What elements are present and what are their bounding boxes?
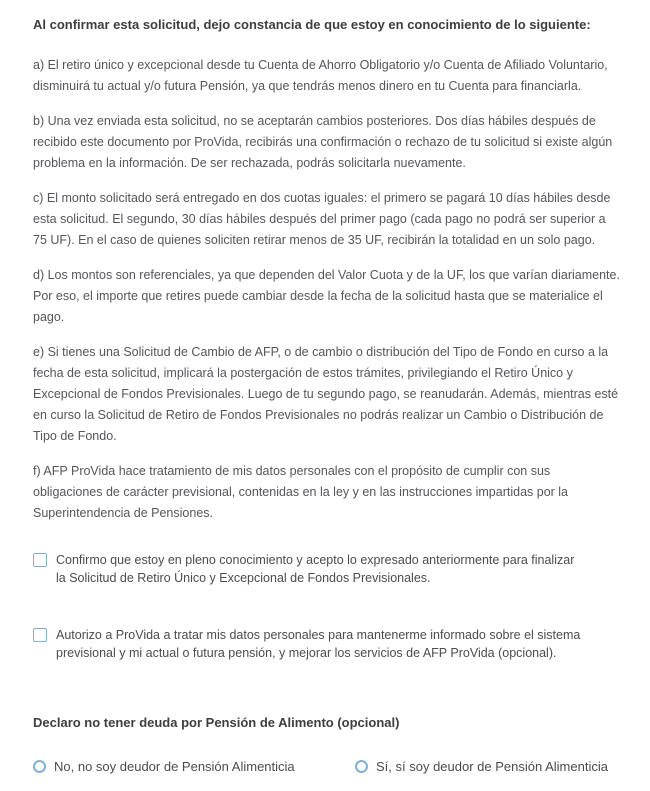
- radio-is-debtor-circle-icon[interactable]: [355, 760, 368, 773]
- disclosure-paragraph-c: c) El monto solicitado será entregado en dos cuotas iguales: el primero se pagará 10 días hábiles desde esta solicitud. El segundo, 30 días hábiles después del primer pago (cada pago no podrá ser superior a 75 UF). En el caso de quienes soliciten retirar menos de 35 UF, recibirán la totalidad en un solo pago.: [33, 191, 611, 247]
- authorize-data-checkbox[interactable]: [33, 628, 47, 642]
- disclosure-paragraph-d: d) Los montos son referenciales, ya que dependen del Valor Cuota y de la UF, los que varían diariamente. Por eso, el importe que retires puede cambiar desde la fecha de la solicitud hasta que se materialice el pago.: [33, 268, 620, 324]
- debt-declaration-options: [33, 758, 622, 775]
- confirm-acceptance-row[interactable]: [33, 552, 622, 587]
- authorize-data-label: Autorizo a ProVida a tratar mis datos personales para mantenerme informado sobre el sistema previsional y mi actual o futura pensión, y mejorar los servicios de AFP ProVida (opcional).: [56, 628, 581, 660]
- intro-heading: Al confirmar esta solicitud, dejo constancia de que estoy en conocimiento de lo siguiente:: [33, 17, 591, 32]
- confirm-acceptance-label: Confirmo que estoy en pleno conocimiento y acepto lo expresado anteriormente para finalizar la Solicitud de Retiro Único y Excepcional de Fondos Previsionales.: [56, 553, 575, 585]
- debt-declaration-heading: Declaro no tener deuda por Pensión de Alimento (opcional): [33, 715, 400, 730]
- radio-option-is-debtor[interactable]: [355, 758, 608, 775]
- radio-is-debtor-label: Sí, sí soy deudor de Pensión Alimenticia: [376, 759, 608, 774]
- authorize-data-row[interactable]: [33, 627, 622, 662]
- radio-not-debtor-label: No, no soy deudor de Pensión Alimenticia: [54, 759, 295, 774]
- confirm-acceptance-checkbox[interactable]: [33, 553, 47, 567]
- radio-option-not-debtor[interactable]: [33, 758, 355, 775]
- radio-not-debtor-circle-icon[interactable]: [33, 760, 46, 773]
- disclosure-paragraph-b: b) Una vez enviada esta solicitud, no se aceptarán cambios posteriores. Dos días hábiles después de recibido este documento por ProVida, recibirás una confirmación o rechazo de tu solicitud si existe algún problema en la información. De ser rechazada, podrás solicitarla nuevamente.: [33, 114, 613, 170]
- disclosure-paragraphs: [33, 55, 622, 524]
- disclosure-paragraph-f: f) AFP ProVida hace tratamiento de mis datos personales con el propósito de cumplir con sus obligaciones de carácter previsional, contenidas en la ley y en las instrucciones impartidas por la Superintendencia de Pensiones.: [33, 464, 569, 520]
- disclosure-paragraph-a: a) El retiro único y excepcional desde tu Cuenta de Ahorro Obligatorio y/o Cuenta de Afiliado Voluntario, disminuirá tu actual y/o futura Pensión, ya que tendrás menos dinero en tu Cuenta para financiarla.: [33, 58, 608, 93]
- disclosure-paragraph-e: e) Si tienes una Solicitud de Cambio de AFP, o de cambio o distribución del Tipo de Fondo en curso a la fecha de esta solicitud, implicará la postergación de estos trámites, privilegiando el Retiro Único y Excepcional de Fondos Previsionales. Luego de tu segundo pago, se reanudarán. Además, mientras esté en curso la Solicitud de Retiro de Fondos Previsionales no podrás realizar un Cambio o Distribución de Tipo de Fondo.: [33, 345, 619, 443]
